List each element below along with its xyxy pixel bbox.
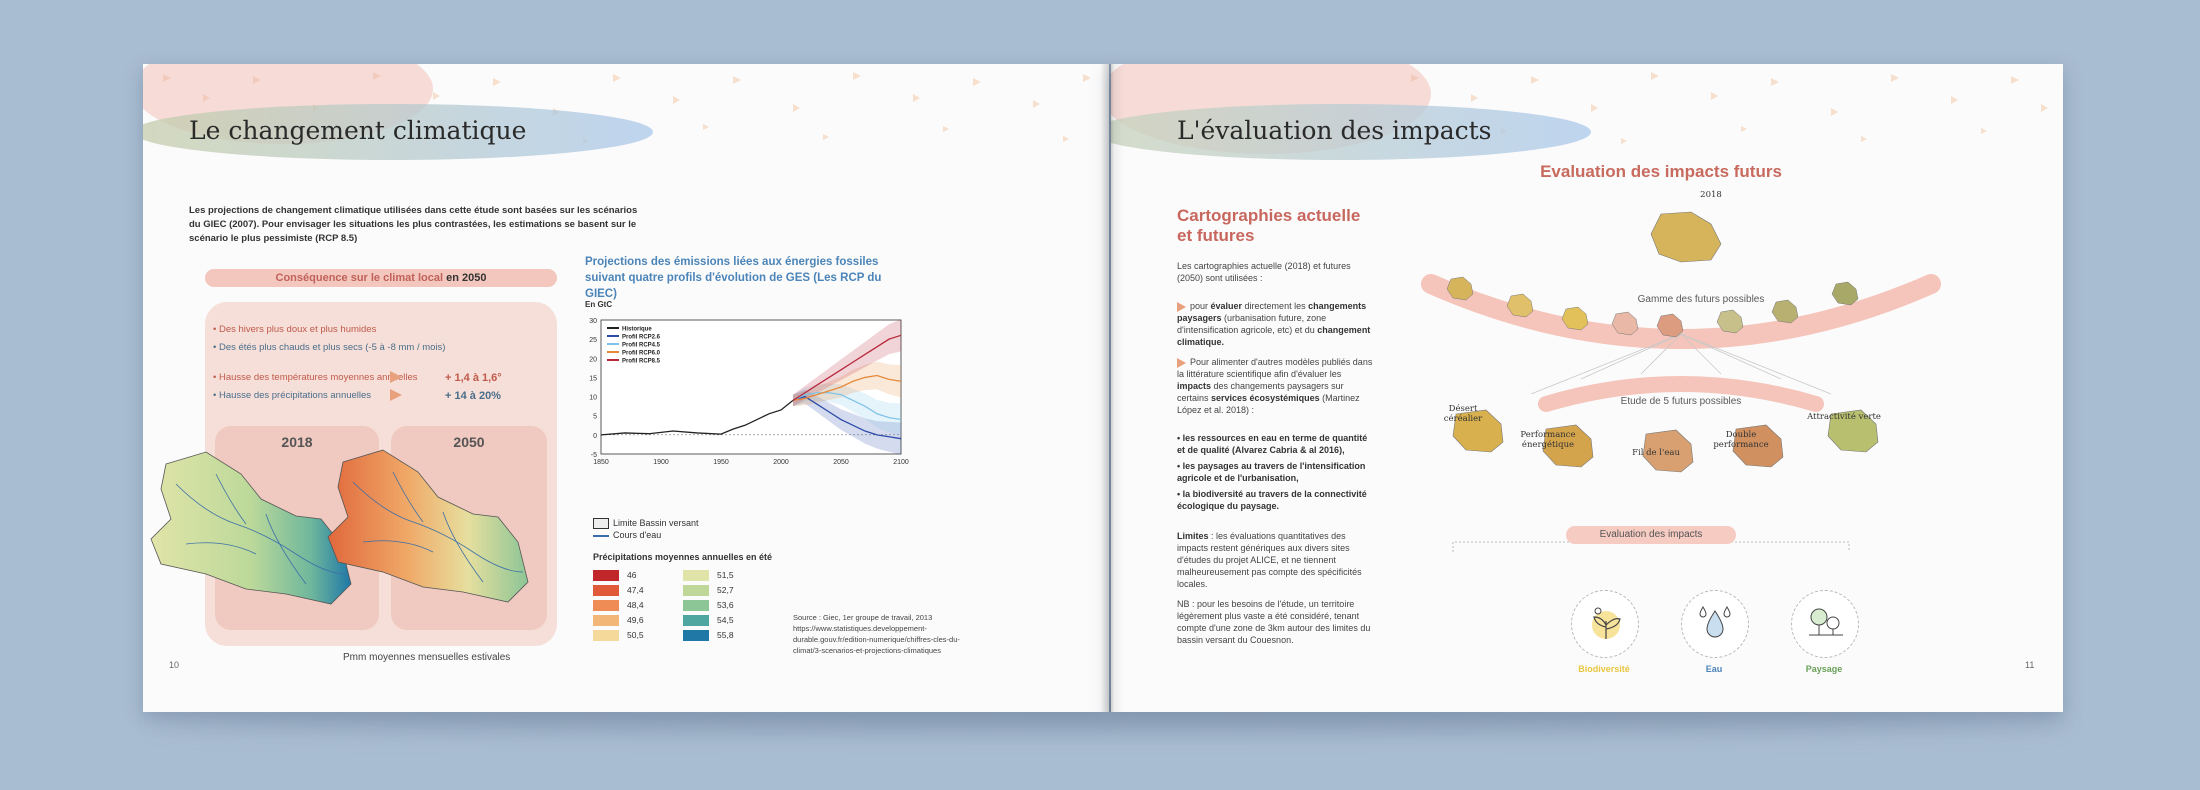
impacts-pill: Evaluation des impacts [1566,526,1736,544]
emissions-chart [581,314,911,474]
map-year-2018: 2018 [281,434,313,450]
legend-basin: Limite Bassin versant [613,518,699,528]
precip-value-label: 55,8 [717,630,734,640]
page-number-left: 10 [169,660,180,670]
water-drops-icon [1681,590,1749,658]
precip-swatch [593,600,619,611]
book-shadow [150,712,2070,732]
gamme-label: Gamme des futurs possibles [1637,294,1765,305]
consequence-year: en 2050 [446,272,487,284]
paragraph-intro: Les cartographies actuelle (2018) et futures (2050) sont utilisées : [1177,261,1351,283]
precip-swatch [683,600,709,611]
bullet-temperature: • Hausse des températures moyennes annuelles [213,372,418,383]
future-label-performance: Performance énergétique [1520,430,1576,450]
precip-value-label: 49,6 [627,615,644,625]
x-tick-label: 1900 [653,459,669,466]
precip-swatch [593,585,619,596]
consequence-pill [205,269,557,287]
list-item: • les ressources en eau en terme de quantité et de qualité (Alvarez Cabria & al 2016), [1177,433,1368,455]
precip-swatch [593,630,619,641]
section-title-line1: Cartographies actuelle [1177,206,1361,225]
precip-value-label: 48,4 [627,600,644,610]
page-title-right: L'évaluation des impacts [1177,116,1492,145]
y-tick-label: 5 [593,413,597,421]
precip-swatch [683,585,709,596]
basin-swatch [593,518,609,529]
precip-value-label: 50,5 [627,630,644,640]
section-title-line2: et futures [1177,226,1255,245]
etude-label: Etude de 5 futurs possibles [1620,396,1742,407]
precip-value-label: 52,7 [717,585,734,595]
map-caption: Pmm moyennes mensuelles estivales [343,652,511,663]
paragraph-models: Pour alimenter d'autres modèles publiés dans la littérature scientifique afin d'évaluer les impacts des changements paysagers sur certains services écosystémiques (Martinez López et al. 2018) : [1177,357,1373,415]
bullet-winters: • Des hivers plus doux et plus humides [213,324,377,335]
legend-label: Profil RCP8.5 [622,358,661,365]
future-label-fil: Fil de l'eau [1632,448,1680,458]
year-label: 2018 [1700,190,1722,200]
map-year-2050: 2050 [453,434,485,450]
precip-swatch [683,630,709,641]
legend-river: Cours d'eau [613,530,662,540]
y-tick-label: 0 [593,432,597,440]
impact-label-paysage: Paysage [1805,664,1843,674]
precip-swatch [593,615,619,626]
arrow-icon [1177,302,1186,312]
precip-value-label: 46 [627,570,637,580]
bullet-precipitation: • Hausse des précipitations annuelles [213,390,372,401]
future-label-double: Double performance [1713,430,1769,450]
book-spine [1100,64,1124,712]
impact-label-biodiversite: Biodiversité [1578,664,1630,674]
precip-value-label: 47,4 [627,585,644,595]
list-item: • les paysages au travers de l'intensification agricole et de l'urbanisation, [1177,461,1366,483]
list-item: • la biodiversité au travers de la connectivité écologique du paysage. [1177,489,1367,511]
legend-label: Profil RCP4.5 [622,342,661,349]
impact-label-eau: Eau [1705,664,1723,674]
temp-value: + 1,4 à 1,6° [445,372,502,384]
x-tick-label: 2100 [893,459,909,466]
page-number-right: 11 [2025,660,2035,670]
map-2050 [323,442,533,612]
precip-swatch [683,570,709,581]
arrow-icon [390,389,402,401]
consequence-label: Conséquence sur le climat local [275,272,444,284]
y-tick-label: 15 [589,375,597,383]
legend-label: Profil RCP6.0 [622,350,661,357]
eval-title: Evaluation des impacts futurs [1540,162,1782,181]
limits-text: Limites : les évaluations quantitatives des impacts restent génériques aux divers sites d'études du projet ALICE, et ne tiennent malheureusement pas compte des spécificités locales. [1177,531,1362,589]
y-tick-label: 20 [589,356,597,364]
precip-title: Précipitations moyennes annuelles en été [593,552,773,562]
section-title [1177,206,1360,246]
precip-value-label: 54,5 [717,615,734,625]
y-tick-label: 30 [589,318,597,325]
page-title: Le changement climatique [189,116,527,145]
future-label-attractivite: Attractivité verte [1807,412,1881,422]
services-list [1177,432,1373,512]
precip-swatch [593,570,619,581]
legend-label: Profil RCP2.6 [622,334,661,341]
nb-text: NB : pour les besoins de l'étude, un territoire légèrement plus vaste a été considéré, tenant compte d'une zone de 3km autour des limites du bassin versant du Couesnon. [1177,599,1371,645]
x-tick-label: 2000 [773,459,789,466]
precip-value-label: 53,6 [717,600,734,610]
arrow-icon [1177,358,1186,368]
trees-icon [1791,590,1859,658]
precip-value-label: 51,5 [717,570,734,580]
x-tick-label: 2050 [833,459,849,466]
intro-text: Les projections de changement climatique utilisées dans cette étude sont basées sur les scénarios du GIEC (2007). Pour envisager les situations les plus contrastées, les estimations se basent sur le scénario le plus pessimiste (RCP 8.5) [189,205,638,244]
source-text: Source : Giec, 1er groupe de travail, 2013 https://www.statistiques.developpement-durable.gouv.fr/edition-numerique/chiffres-cles-du-climat/3-scenarios-et-projections-climatiques [793,613,960,655]
bullet-summers: • Des étés plus chauds et plus secs (-5 à -8 mm / mois) [213,342,446,353]
precip-value: + 14 à 20% [445,390,501,402]
paragraph-evaluate: pour évaluer directement les changements paysagers (urbanisation future, zone d'intensification agricole, etc) et du changement climatique. [1177,301,1371,347]
futures-diagram [1411,184,1951,474]
x-tick-label: 1950 [713,459,729,466]
right-page [1111,64,2063,712]
river-swatch [593,535,609,537]
arrow-icon [390,371,402,383]
chart-ylabel: En GtC [585,300,613,309]
left-page [143,64,1109,712]
plant-bee-icon [1571,590,1639,658]
future-label-desert: Désert céréalier [1443,404,1483,424]
chart-title: Projections des émissions liées aux énergies fossiles suivant quatre profils d'évolution de GES (Les RCP du GIEC) [585,256,882,300]
legend-label: Historique [622,326,652,333]
y-tick-label: -5 [590,452,597,459]
y-tick-label: 10 [589,394,597,402]
x-tick-label: 1850 [593,459,609,466]
y-tick-label: 25 [589,337,597,345]
precip-swatch [683,615,709,626]
